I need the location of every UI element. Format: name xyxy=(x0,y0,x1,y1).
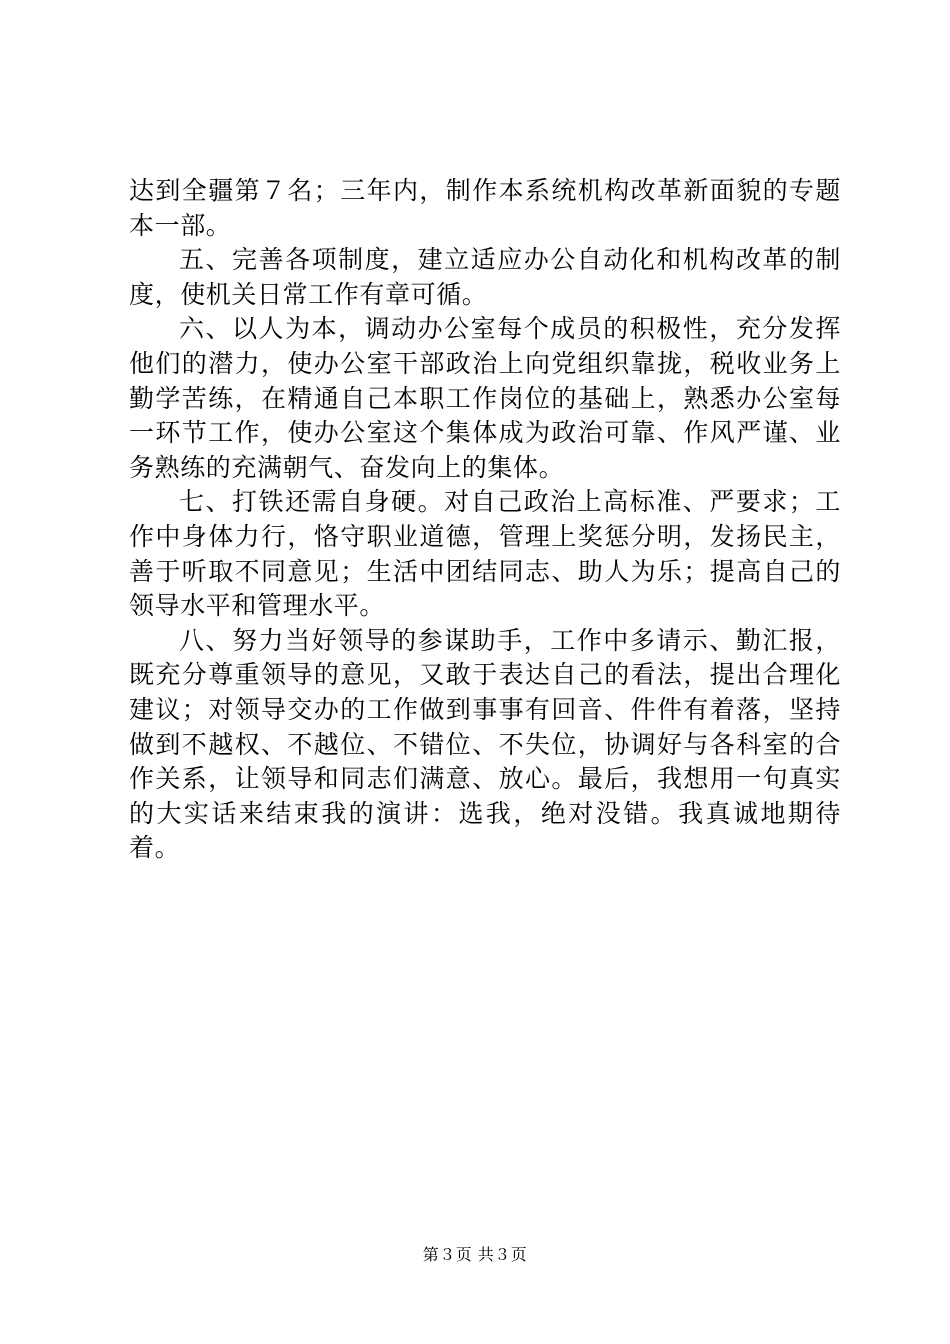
paragraph-continued: 达到全疆第７名；三年内，制作本系统机构改革新面貌的专题本一部。 xyxy=(129,176,841,240)
paragraph-item-5: 五、完善各项制度，建立适应办公自动化和机构改革的制度，使机关日常工作有章可循。 xyxy=(129,245,841,309)
page-number-label: 第３页 共３页 xyxy=(422,1245,528,1264)
page-footer xyxy=(0,1245,950,1265)
paragraph-item-6: 六、以人为本，调动办公室每个成员的积极性，充分发挥他们的潜力，使办公室干部政治上向党组织靠拢，税收业务上勤学苦练，在精通自己本职工作岗位的基础上，熟悉办公室每一环节工作，使办公室这个集体成为政治可靠、作风严谨、业务熟练的充满朝气、奋发向上的集体。 xyxy=(129,314,841,482)
document-body xyxy=(129,174,841,866)
paragraph-item-8: 八、努力当好领导的参谋助手，工作中多请示、勤汇报，既充分尊重领导的意见，又敢于表达自己的看法，提出合理化建议；对领导交办的工作做到事事有回音、件件有着落，坚持做到不越权、不越位、不错位、不失位，协调好与各科室的合作关系，让领导和同志们满意、放心。最后，我想用一句真实的大实话来结束我的演讲：选我，绝对没错。我真诚地期待着。 xyxy=(129,625,841,863)
paragraph-item-7: 七、打铁还需自身硬。对自己政治上高标准、严要求；工作中身体力行，恪守职业道德，管理上奖惩分明，发扬民主，善于听取不同意见；生活中团结同志、助人为乐；提高自己的领导水平和管理水平。 xyxy=(129,487,841,621)
